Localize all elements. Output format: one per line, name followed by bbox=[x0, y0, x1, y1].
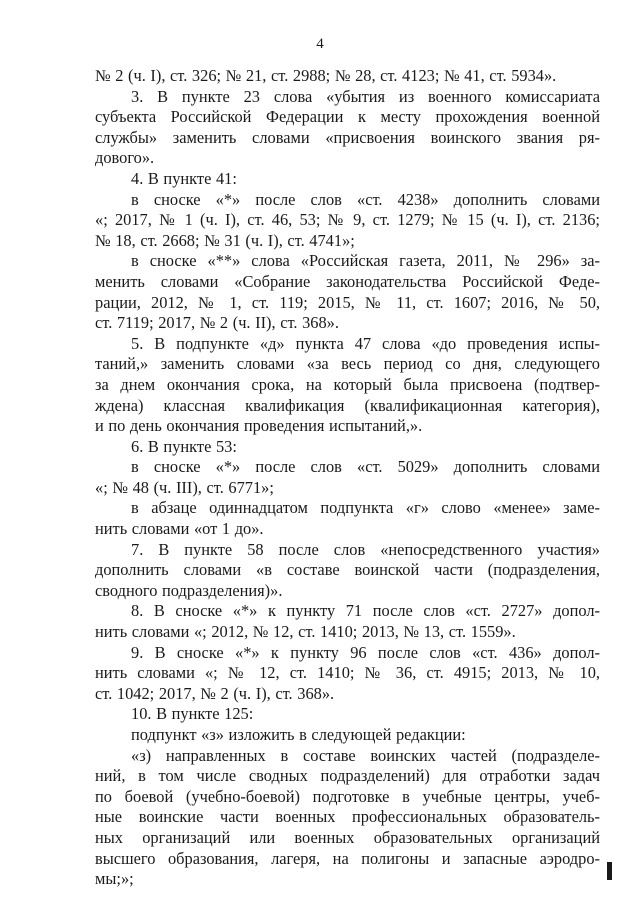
text-line: ст. 7119; 2017, № 2 (ч. II), ст. 368». bbox=[95, 313, 339, 333]
text-line: службы» заменить словами «присвоения воинского звания ря- bbox=[95, 127, 600, 147]
text-line: по боевой (учебно-боевой) подготовке в учебные центры, учеб- bbox=[95, 786, 600, 806]
text-line: 9. В сноске «*» к пункту 96 после слов «ст. 436» допол- bbox=[131, 642, 600, 662]
document-body bbox=[95, 66, 600, 890]
margin-mark bbox=[607, 862, 612, 880]
text-line: ст. 1042; 2017, № 2 (ч. I), ст. 368». bbox=[95, 683, 335, 703]
text-line: в сноске «*» после слов «ст. 5029» дополнить словами bbox=[131, 457, 600, 477]
text-line: в сноске «**» слова «Российская газета, 2011, № 296» за- bbox=[131, 251, 600, 271]
text-line: сводного подразделения)». bbox=[95, 580, 283, 600]
text-line: за днем окончания срока, на который была присвоена (подтвер- bbox=[95, 374, 600, 394]
text-line: дополнить словами «в составе воинской части (подразделения, bbox=[95, 560, 600, 580]
text-line: № 18, ст. 2668; № 31 (ч. I), ст. 4741»; bbox=[95, 230, 355, 250]
text-line: 8. В сноске «*» к пункту 71 после слов «ст. 2727» допол- bbox=[131, 601, 600, 621]
text-line: субъекта Российской Федерации к месту прохождения военной bbox=[95, 107, 600, 127]
text-line: рации, 2012, № 1, ст. 119; 2015, № 11, ст. 1607; 2016, № 50, bbox=[95, 292, 600, 312]
text-line: 4. В пункте 41: bbox=[131, 168, 237, 188]
text-line: таний,» заменить словами «за весь период со дня, следующего bbox=[95, 354, 600, 374]
text-line: подпункт «з» изложить в следующей редакции: bbox=[131, 725, 466, 744]
text-line: дового». bbox=[95, 148, 155, 168]
text-line: ждена) классная квалификация (квалификационная категория), bbox=[95, 395, 600, 415]
text-line: высшего образования, лагеря, на полигоны и запасные аэродро- bbox=[95, 848, 600, 868]
text-line: в абзаце одиннадцатом подпункта «г» слово «менее» заме- bbox=[131, 498, 600, 518]
text-line: ний, в том числе сводных подразделений) для отработки задач bbox=[95, 766, 600, 786]
text-line: нить словами «; 2012, № 12, ст. 1410; 2013, № 13, ст. 1559». bbox=[95, 622, 516, 642]
text-line: 6. В пункте 53: bbox=[131, 436, 237, 456]
text-line: № 2 (ч. I), ст. 326; № 21, ст. 2988; № 28, ст. 4123; № 41, ст. 5934». bbox=[95, 66, 557, 85]
text-line: ные воинские части военных профессиональных образователь- bbox=[95, 807, 600, 827]
text-line: ных организаций или военных образовательных организаций bbox=[95, 827, 600, 847]
text-line: в сноске «*» после слов «ст. 4238» дополнить словами bbox=[131, 189, 600, 209]
text-line: мы;»; bbox=[95, 869, 134, 889]
text-line: «; № 48 (ч. III), ст. 6771»; bbox=[95, 477, 274, 497]
text-line: и по день окончания проведения испытаний,». bbox=[95, 416, 423, 436]
text-line: нить словами «; № 12, ст. 1410; № 36, ст. 4915; 2013, № 10, bbox=[95, 663, 600, 683]
text-line: 3. В пункте 23 слова «убытия из военного комиссариата bbox=[131, 86, 600, 106]
text-line: 7. В пункте 58 после слов «непосредственного участия» bbox=[131, 539, 600, 559]
text-line: «з) направленных в составе воинских частей (подразделе- bbox=[131, 745, 600, 765]
text-line: 10. В пункте 125: bbox=[131, 704, 254, 724]
text-line: 5. В подпункте «д» пункта 47 слова «до проведения испы- bbox=[131, 333, 600, 353]
text-line: «; 2017, № 1 (ч. I), ст. 46, 53; № 9, ст. 1279; № 15 (ч. I), ст. 2136; bbox=[95, 210, 600, 230]
text-line: менить словами «Собрание законодательства Российской Феде- bbox=[95, 271, 600, 291]
page-number: 4 bbox=[316, 36, 324, 52]
text-line: нить словами «от 1 до». bbox=[95, 519, 264, 539]
